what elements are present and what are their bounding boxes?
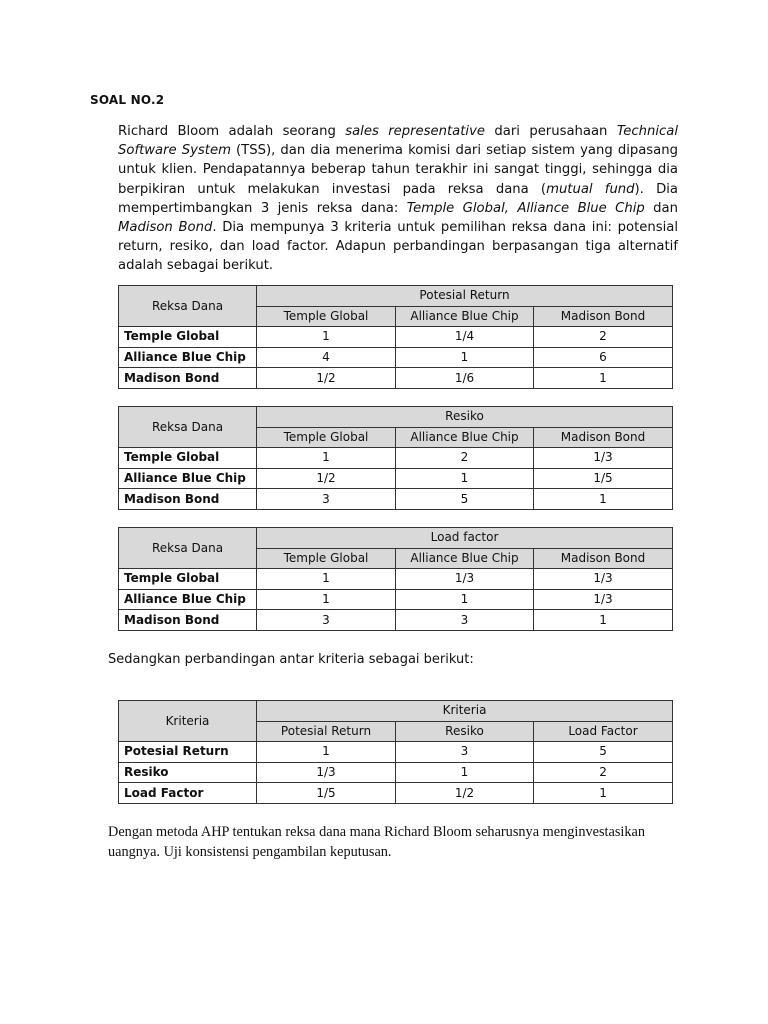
cell-value: 1/3 — [257, 762, 396, 783]
table-potesial-return — [118, 285, 673, 389]
cell-value: 1/3 — [534, 589, 673, 610]
cell-value: 1 — [257, 589, 396, 610]
row-label: Alliance Blue Chip — [119, 468, 257, 489]
cell-value: 1 — [257, 742, 396, 763]
table-row — [119, 589, 673, 610]
cell-value: 3 — [257, 489, 396, 510]
table-row — [119, 327, 673, 348]
table-row — [119, 569, 673, 590]
cell-value: 1 — [396, 468, 534, 489]
cell-value: 1 — [534, 368, 673, 389]
cell-value: 3 — [396, 610, 534, 631]
intro-paragraph: Richard Bloom adalah seorang sales representative dari perusahaan Technical Software System (TSS), dan dia menerima komisi dari setiap sistem yang dipasang untuk klien. Pendapatannya beberap tahun terakhir ini sangat tinggi, sehingga dia berpikiran untuk melakukan investasi pada reksa dana (mutual fund). Dia mempertimbangkan 3 jenis reksa dana: Temple Global, Alliance Blue Chip dan Madison Bond. Dia mempunya 3 kriteria untuk pemilihan reksa dana ini: potensial return, resiko, dan load factor. Adapun perbandingan berpasangan tiga alternatif adalah sebagai berikut. — [118, 124, 678, 274]
cell-value: 1/2 — [257, 368, 396, 389]
cell-value: 1/2 — [257, 468, 396, 489]
row-label: Madison Bond — [119, 610, 257, 631]
column-header: Load Factor — [534, 721, 673, 742]
row-label: Alliance Blue Chip — [119, 347, 257, 368]
corner-header: Reksa Dana — [119, 528, 257, 569]
row-label: Madison Bond — [119, 368, 257, 389]
cell-value: 1 — [396, 347, 534, 368]
cell-value: 1 — [396, 589, 534, 610]
closing-paragraph: Dengan metoda AHP tentukan reksa dana mana Richard Bloom seharusnya menginvestasikan uangnya. Uji konsistensi pengambilan keputusan. — [108, 824, 646, 860]
corner-header: Reksa Dana — [119, 286, 257, 327]
cell-value: 1 — [257, 327, 396, 348]
cell-value: 3 — [257, 610, 396, 631]
column-header: Madison Bond — [534, 548, 673, 569]
column-header: Alliance Blue Chip — [396, 548, 534, 569]
cell-value: 1/3 — [534, 448, 673, 469]
table-row — [119, 468, 673, 489]
cell-value: 1/5 — [534, 468, 673, 489]
corner-header: Reksa Dana — [119, 407, 257, 448]
cell-value: 2 — [534, 762, 673, 783]
cell-value: 2 — [396, 448, 534, 469]
table-row — [119, 368, 673, 389]
cell-value: 1/5 — [257, 783, 396, 804]
cell-value: 1 — [396, 762, 534, 783]
column-header: Temple Global — [257, 306, 396, 327]
cell-value: 1/4 — [396, 327, 534, 348]
row-label: Potesial Return — [119, 742, 257, 763]
column-header: Alliance Blue Chip — [396, 427, 534, 448]
group-header: Kriteria — [257, 701, 673, 722]
table-row — [119, 489, 673, 510]
row-label: Load Factor — [119, 783, 257, 804]
cell-value: 5 — [534, 742, 673, 763]
column-header: Alliance Blue Chip — [396, 306, 534, 327]
cell-value: 2 — [534, 327, 673, 348]
cell-value: 1/6 — [396, 368, 534, 389]
row-label: Alliance Blue Chip — [119, 589, 257, 610]
table-load-factor — [118, 527, 673, 631]
cell-value: 5 — [396, 489, 534, 510]
column-header: Potesial Return — [257, 721, 396, 742]
corner-header: Kriteria — [119, 701, 257, 742]
cell-value: 3 — [396, 742, 534, 763]
table-row — [119, 783, 673, 804]
cell-value: 6 — [534, 347, 673, 368]
cell-value: 1 — [534, 783, 673, 804]
table-resiko — [118, 406, 673, 510]
cell-value: 1 — [257, 569, 396, 590]
column-header: Madison Bond — [534, 306, 673, 327]
cell-value: 1/3 — [396, 569, 534, 590]
table-kriteria — [118, 700, 673, 804]
table-row — [119, 762, 673, 783]
criteria-note: Sedangkan perbandingan antar kriteria sebagai berikut: — [108, 652, 474, 667]
table-row — [119, 742, 673, 763]
column-header: Resiko — [396, 721, 534, 742]
row-label: Madison Bond — [119, 489, 257, 510]
table-row — [119, 610, 673, 631]
column-header: Madison Bond — [534, 427, 673, 448]
problem-heading: SOAL NO.2 — [90, 93, 165, 107]
table-row — [119, 347, 673, 368]
group-header: Load factor — [257, 528, 673, 549]
column-header: Temple Global — [257, 548, 396, 569]
cell-value: 1/2 — [396, 783, 534, 804]
table-row — [119, 448, 673, 469]
group-header: Potesial Return — [257, 286, 673, 307]
group-header: Resiko — [257, 407, 673, 428]
row-label: Resiko — [119, 762, 257, 783]
cell-value: 1/3 — [534, 569, 673, 590]
column-header: Temple Global — [257, 427, 396, 448]
row-label: Temple Global — [119, 569, 257, 590]
cell-value: 1 — [534, 610, 673, 631]
cell-value: 1 — [534, 489, 673, 510]
row-label: Temple Global — [119, 327, 257, 348]
cell-value: 1 — [257, 448, 396, 469]
cell-value: 4 — [257, 347, 396, 368]
row-label: Temple Global — [119, 448, 257, 469]
